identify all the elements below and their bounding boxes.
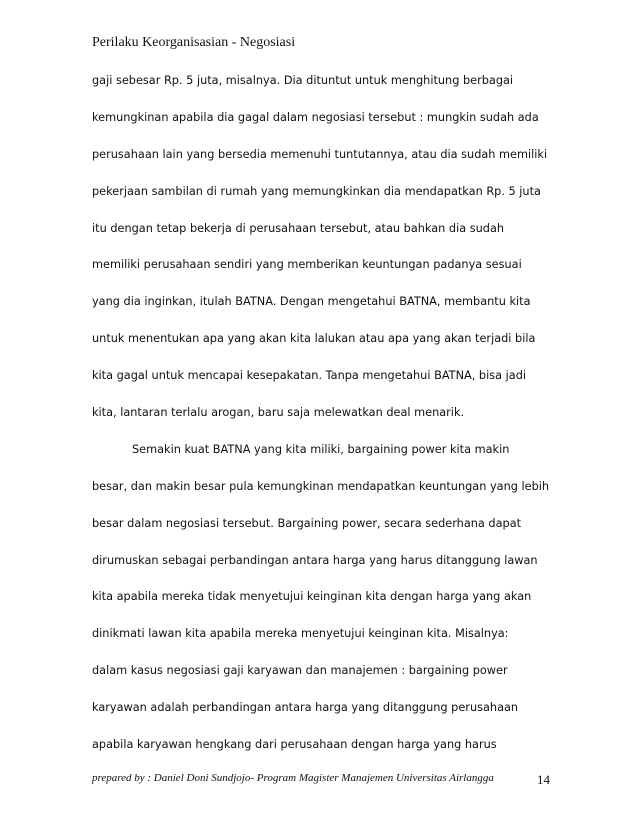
page-number: 14 xyxy=(537,772,550,787)
text-line: yang dia inginkan, itulah BATNA. Dengan mengetahui BATNA, membantu kita xyxy=(92,295,531,309)
text-line: kita, lantaran terlalu arogan, baru saja melewatkan deal menarik. xyxy=(92,406,465,420)
paragraph-start-line: Semakin kuat BATNA yang kita miliki, bargaining power kita makin xyxy=(132,442,510,456)
text-line: dinikmati lawan kita apabila mereka menyetujui keinginan kita. Misalnya: xyxy=(92,627,509,641)
text-line: kita gagal untuk mencapai kesepakatan. Tanpa mengetahui BATNA, bisa jadi xyxy=(92,369,527,383)
text-line: itu dengan tetap bekerja di perusahaan tersebut, atau bahkan dia sudah xyxy=(92,221,505,235)
text-line: kemungkinan apabila dia gagal dalam negosiasi tersebut : mungkin sudah ada xyxy=(92,110,539,124)
page-header-title: Perilaku Keorganisasian - Negosiasi xyxy=(92,35,296,50)
text-line: besar, dan makin besar pula kemungkinan mendapatkan keuntungan yang lebih xyxy=(92,479,550,493)
page-footer: prepared by : Daniel Doni Sundjojo- Program Magister Manajemen Universitas Airlangga xyxy=(92,772,494,784)
text-line: apabila karyawan hengkang dari perusahaan dengan harga yang harus xyxy=(92,738,497,752)
text-line: dirumuskan sebagai perbandingan antara harga yang harus ditanggung lawan xyxy=(92,553,538,567)
text-line: kita apabila mereka tidak menyetujui keinginan kita dengan harga yang akan xyxy=(92,590,532,604)
text-line: untuk menentukan apa yang akan kita lalukan atau apa yang akan terjadi bila xyxy=(92,332,536,346)
text-line: perusahaan lain yang bersedia memenuhi tuntutannya, atau dia sudah memiliki xyxy=(92,147,548,161)
text-line: memiliki perusahaan sendiri yang memberikan keuntungan padanya sesuai xyxy=(92,258,522,272)
text-line: pekerjaan sambilan di rumah yang memungkinkan dia mendapatkan Rp. 5 juta xyxy=(92,184,541,198)
text-line: gaji sebesar Rp. 5 juta, misalnya. Dia dituntut untuk menghitung berbagai xyxy=(92,74,514,87)
text-line: besar dalam negosiasi tersebut. Bargaining power, secara sederhana dapat xyxy=(92,516,522,530)
body-text xyxy=(92,72,562,773)
text-line: dalam kasus negosiasi gaji karyawan dan manajemen : bargaining power xyxy=(92,664,508,678)
text-line: karyawan adalah perbandingan antara harga yang ditanggung perusahaan xyxy=(92,701,519,715)
